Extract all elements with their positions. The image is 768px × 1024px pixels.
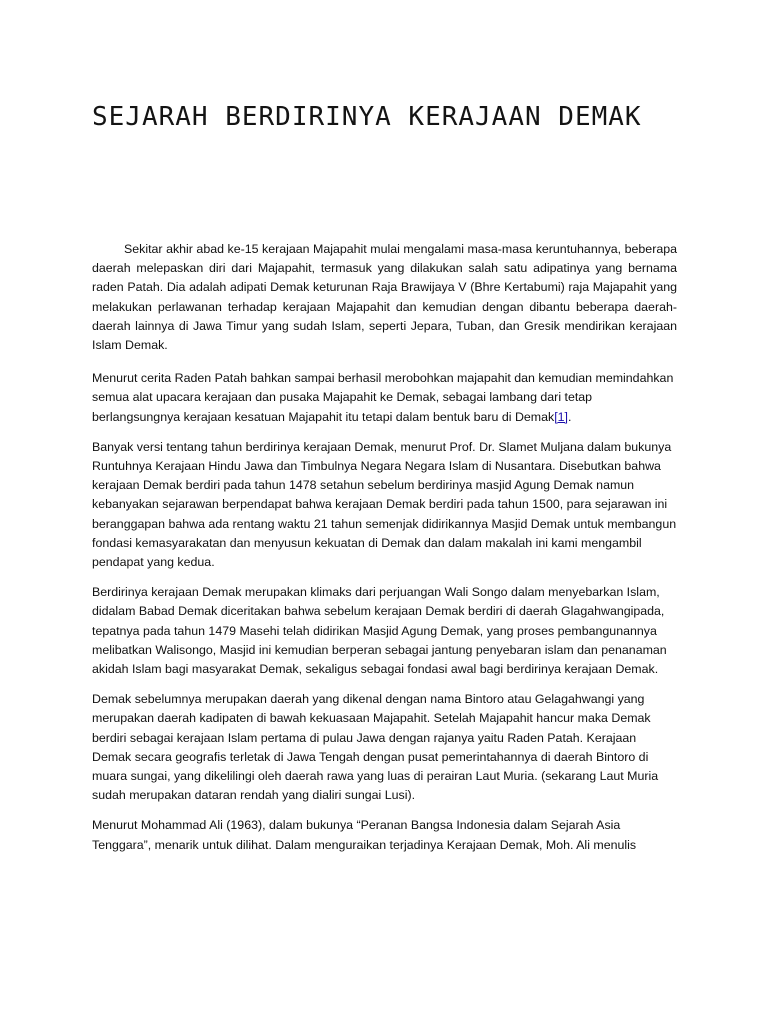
footnote-link[interactable]: [1] — [554, 409, 568, 424]
footnote-suffix: . — [567, 409, 572, 424]
document-title: SEJARAH BERDIRINYA KERAJAAN DEMAK — [92, 102, 642, 132]
paragraph-intro: Sekitar akhir abad ke-15 kerajaan Majapahit mulai mengalami masa-masa keruntuhannya, beberapa daerah melepaskan diri dari Majapahit, termasuk yang dilakukan salah satu adipatinya yang bernama raden Patah. Dia adalah adipati Demak keturunan Raja Brawijaya V (Bhre Kertabumi) raja Majapahit yang melakukan perlawanan terhadap kerajaan Majapahit dan kemudian dengan dibantu beberapa daerah-daerah lainnya di Jawa Timur yang sudah Islam, seperti Jepara, Tuban, dan Gresik mendirikan kerajaan Islam Demak. — [92, 242, 677, 353]
paragraph-raden-patah-text: Menurut cerita Raden Patah bahkan sampai berhasil merobohkan majapahit dan kemudian memindahkan semua alat upacara kerajaan dan pusaka Majapahit ke Demak, sebagai lambang dari tetap berlangsungnya kerajaan kesatuan Majapahit itu tetapi dalam bentuk baru di Demak — [92, 371, 674, 424]
paragraph-versions: Banyak versi tentang tahun berdirinya kerajaan Demak, menurut Prof. Dr. Slamet Muljana dalam bukunya Runtuhnya Kerajaan Hindu Jawa dan Timbulnya Negara Negara Islam di Nusantara. Disebutkan bahwa kerajaan Demak berdiri pada tahun 1478 setahun sebelum berdirinya masjid Agung Demak namun kebanyakan sejarawan berpendapat bahwa kerajaan Demak berdiri pada tahun 1500, para sejarawan ini beranggapan bahwa ada rentang waktu 21 tahun semenjak didirikannya Masjid Demak untuk membangun fondasi kemasyarakatan dan menyusun kekuatan di Demak dan dalam makalah ini kami mengambil pendapat yang kedua. — [92, 439, 677, 570]
paragraph-mohammad-ali: Menurut Mohammad Ali (1963), dalam bukunya “Peranan Bangsa Indonesia dalam Sejarah Asia Tenggara”, menarik untuk dilihat. Dalam menguraikan terjadinya Kerajaan Demak, Moh. Ali menulis — [92, 818, 637, 852]
paragraph-bintoro: Demak sebelumnya merupakan daerah yang dikenal dengan nama Bintoro atau Gelagahwangi yang merupakan daerah kadipaten di bawah kekuasaan Majapahit. Setelah Majapahit hancur maka Demak berdiri sebagai kerajaan Islam pertama di pulau Jawa dengan rajanya yaitu Raden Patah. Kerajaan Demak secara geografis terletak di Jawa Tengah dengan pusat pemerintahannya di daerah Bintoro di muara sungai, yang dikelilingi oleh daerah rawa yang luas di perairan Laut Muria. (sekarang Laut Muria sudah merupakan dataran rendah yang dialiri sungai Lusi). — [92, 692, 659, 803]
paragraph-wali-songo: Berdirinya kerajaan Demak merupakan klimaks dari perjuangan Wali Songo dalam menyebarkan Islam, didalam Babad Demak diceritakan bahwa sebelum kerajaan Demak berdiri di daerah Glagahwangipada, tepatnya pada tahun 1479 Masehi telah didirikan Masjid Agung Demak, yang proses pembangunannya melibatkan Walisongo, Masjid ini kemudian berperan sebagai jantung penyebaran islam dan penanaman akidah Islam bagi masyarakat Demak, sekaligus sebagai fondasi awal bagi berdirinya kerajaan Demak. — [92, 585, 667, 677]
paragraph-raden-patah — [92, 369, 677, 427]
document-body — [92, 240, 677, 866]
